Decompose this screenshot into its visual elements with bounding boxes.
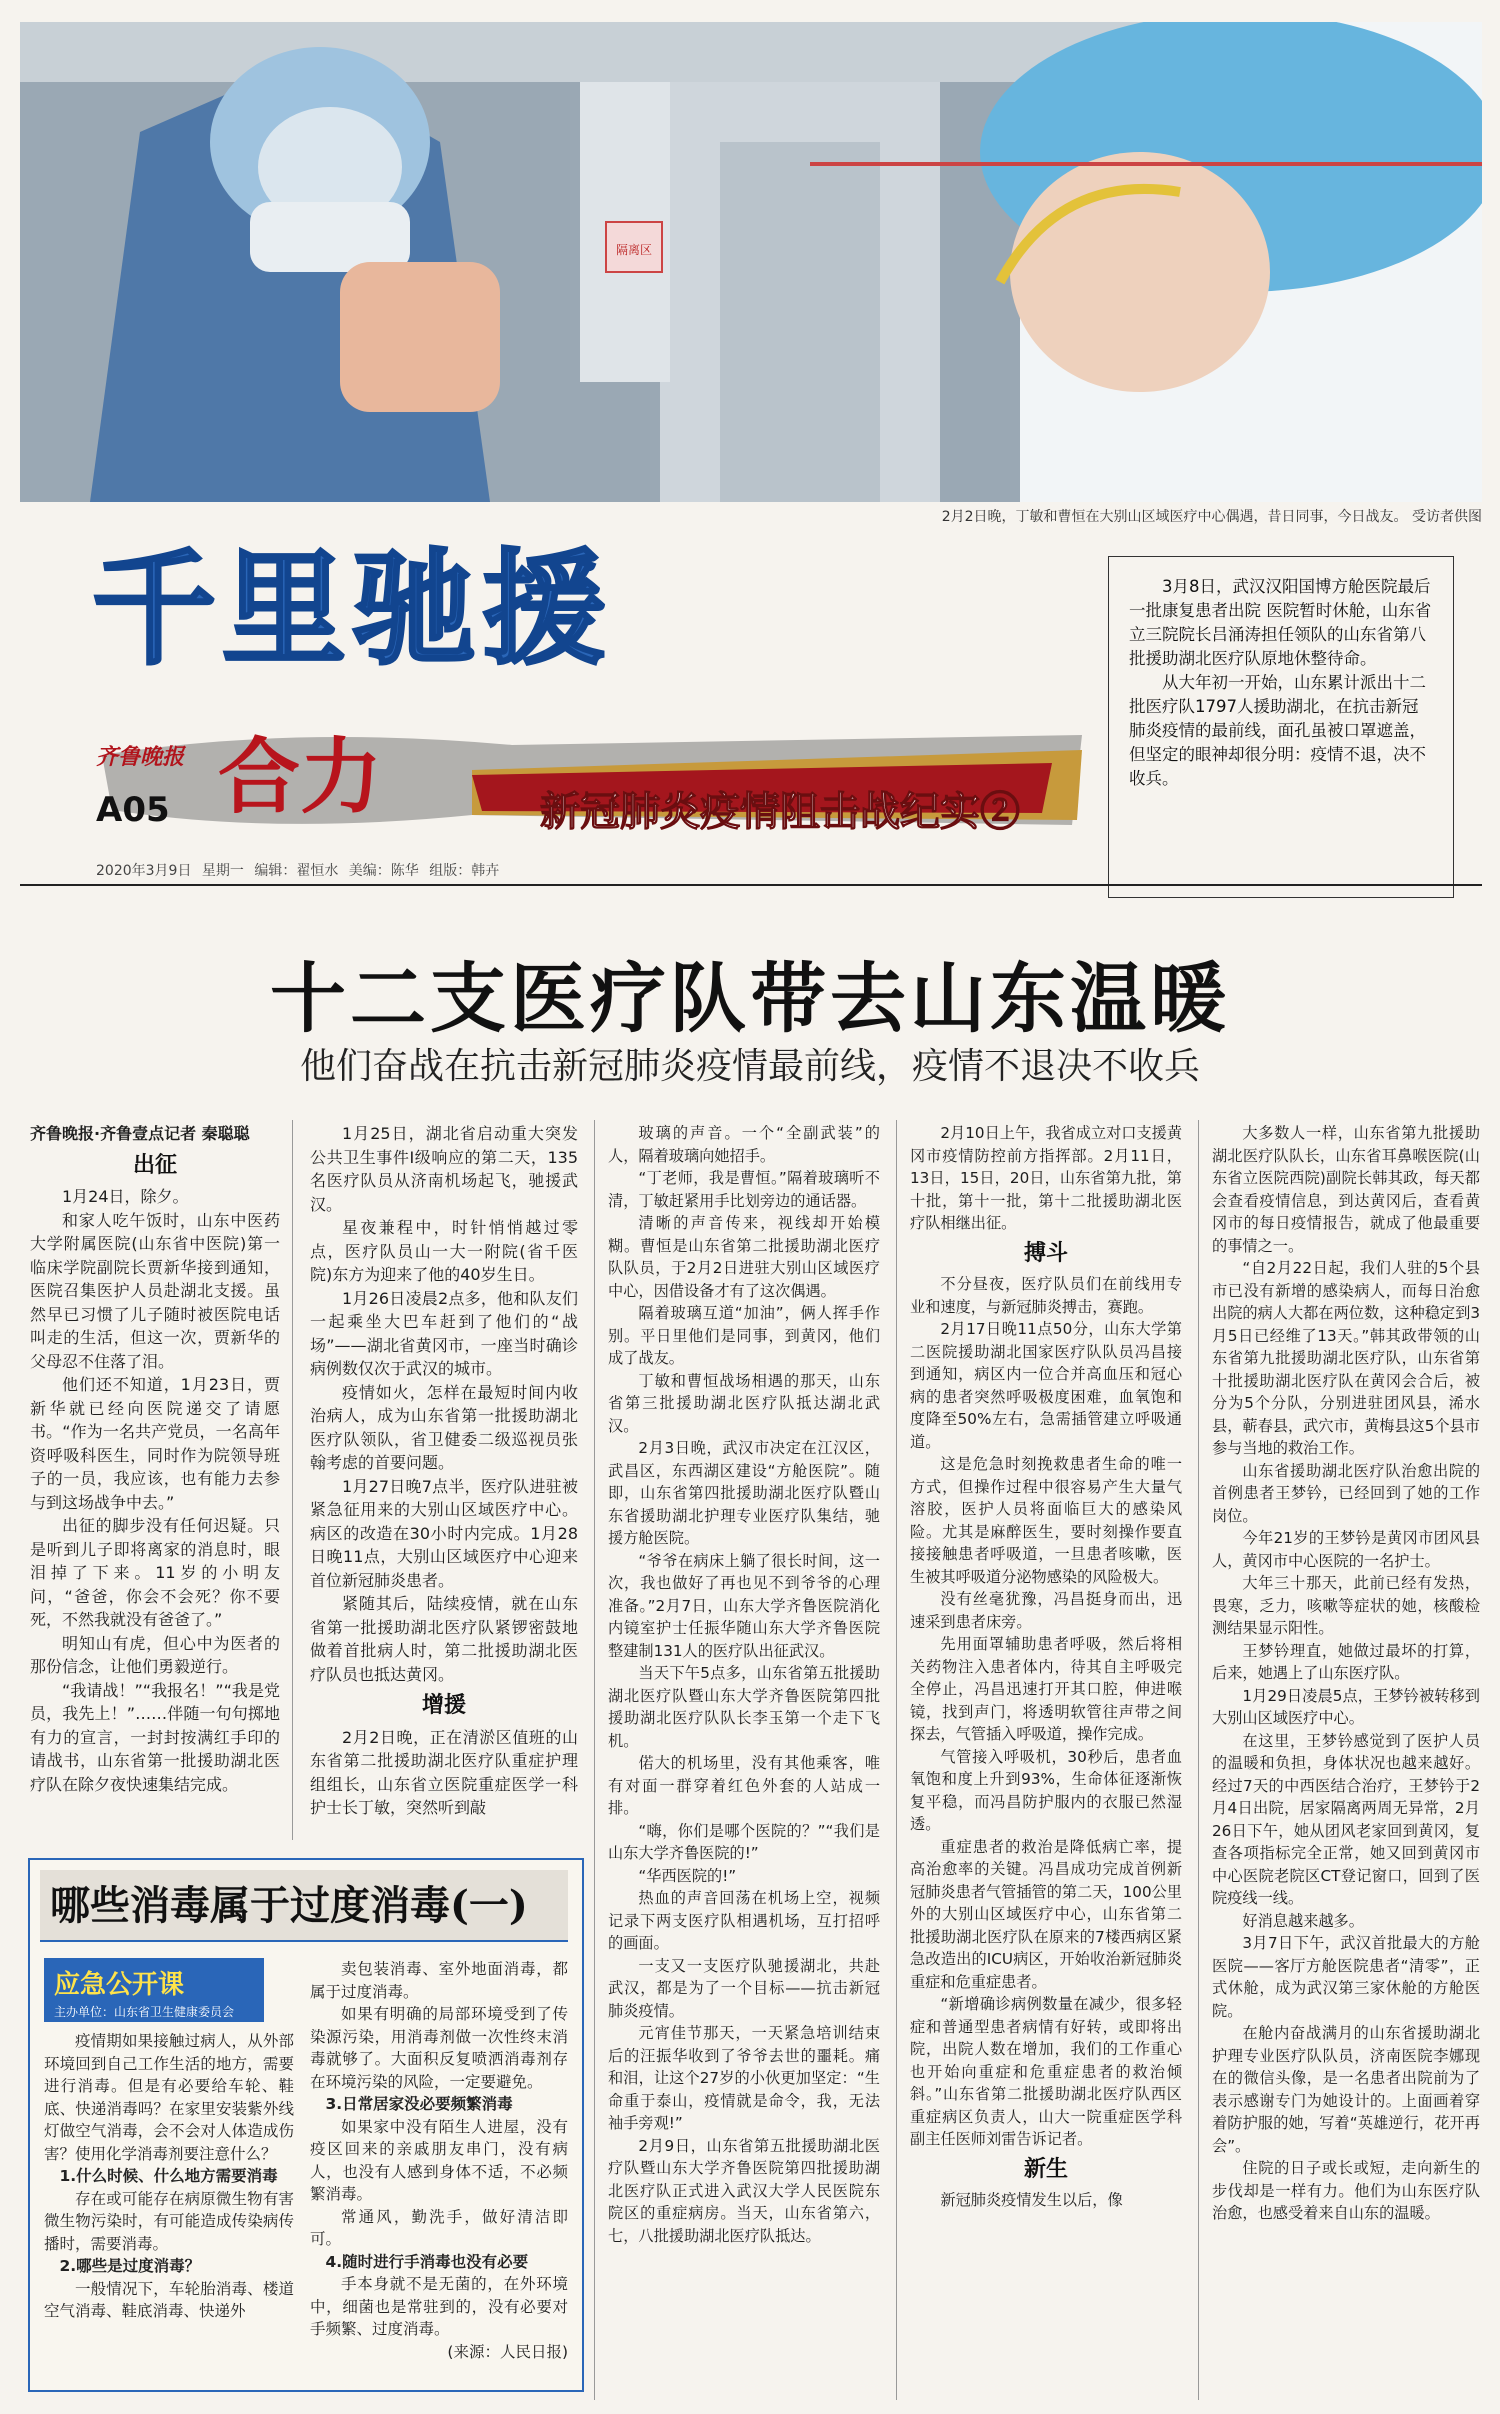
paragraph: 1月27日晚7点半，医疗队进驻被紧急征用来的大别山区域医疗中心。病区的改造在30小时内完成。1月28日晚11点，大别山区域医疗中心迎来首位新冠肺炎患者。 [310, 1476, 578, 1590]
paragraph: 大多数人一样，山东省第九批援助湖北医疗队队长，山东省耳鼻喉医院(山东省立医院西院)副院长韩其政，每天都会查看疫情信息，到达黄冈后，查看黄冈市的每日疫情报告，就成了他最重要的事情之一。 [1212, 1124, 1480, 1255]
paragraph: 常通风，勤洗手，做好清洁即可。 [310, 2207, 568, 2248]
article-column-4 [910, 1122, 1182, 2212]
paragraph: 紧随其后，陆续疫情，就在山东省第一批援助湖北医疗队紧锣密鼓地做着首批病人时，第二批援助湖北医疗队员也抵达黄冈。 [310, 1594, 578, 1684]
column-divider [896, 1120, 897, 2400]
intro-p2: 从大年初一开始，山东累计派出十二批医疗队1797人援助湖北，在抗击新冠肺炎疫情的最前线，面孔虽被口罩遮盖，但坚定的眼神却很分明：疫情不退，决不收兵。 [1129, 673, 1426, 788]
paragraph: 和家人吃午饭时，山东中医药大学附属医院(山东省中医院)第一临床学院副院长贾新华接到通知，医院召集医护人员赴湖北支援。虽然早已习惯了儿子随时被医院电话叫走的生活，但这一次，贾新华的父母忍不住落了泪。 [30, 1210, 280, 1371]
paragraph: 明知山有虎，但心中为医者的那份信念，让他们勇毅逆行。 [30, 1633, 280, 1676]
paragraph: 他们还不知道，1月23日，贾新华就已经向医院递交了请愿书。“作为一名共产党员，一名高年资呼吸科医生，同时作为院领导班子的一员，我应该，也有能力去参与到这场战争中去。” [30, 1375, 280, 1512]
byline: 齐鲁晚报·齐鲁壹点记者 秦聪聪 [30, 1124, 250, 1143]
paragraph: 没有丝毫犹豫，冯昌挺身而出，迅速采到患者床旁。 [910, 1590, 1182, 1631]
paragraph: 2月17日晚11点50分，山东大学第二医院援助湖北国家医疗队队员冯昌接到通知，病区内一位合并高血压和冠心病的患者突然呼吸极度困难，血氧饱和度降至50%左右，急需插管建立呼吸通道。 [910, 1320, 1182, 1451]
paragraph: 不分昼夜，医疗队员们在前线用专业和速度，与新冠肺炎搏击，赛跑。 [910, 1275, 1182, 1316]
article-column-1 [30, 1122, 280, 1796]
paragraph: 王梦钤理直，她做过最坏的打算，后来，她遇上了山东医疗队。 [1212, 1641, 1480, 1682]
disinfection-column-2 [310, 1958, 568, 2363]
section-heading-zengyuan: 增援 [421, 1693, 466, 1718]
paragraph: 2月3日晚，武汉市决定在江汉区，武昌区，东西湖区建设“方舱医院”。随即，山东省第四批援助湖北医疗队暨山东省援助湖北护理专业医疗队集结，驰援方舱医院。 [608, 1439, 880, 1547]
column-divider [292, 1120, 293, 1840]
subheading: 2.哪些是过度消毒？ [59, 2257, 201, 2275]
paragraph: “我请战！”“我报名！”“我是党员，我先上！”……伴随一句句掷地有力的宣言，一封封按满红手印的请战书，山东省第一批援助湖北医疗队在除夕夜快速集结完成。 [30, 1680, 280, 1794]
paragraph: 先用面罩辅助患者呼吸，然后将相关药物注入患者体内，待其自主呼吸完全停止，冯昌迅速打开其口腔，伸进喉镜，找到声门，将透明软管往声带之间探去，气管插入呼吸道，操作完成。 [910, 1635, 1182, 1743]
series-title: 新冠肺炎疫情阻击战纪实② [540, 788, 1020, 835]
subheading: 1.什么时候、什么地方需要消毒 [59, 2167, 278, 2185]
paragraph: 山东省援助湖北医疗队治愈出院的首例患者王梦钤，已经回到了她的工作岗位。 [1212, 1461, 1480, 1525]
series-emblem: 合力 [218, 729, 383, 825]
intro-p1: 3月8日，武汉汉阳国博方舱医院最后一批康复患者出院 医院暂时休舱，山东省立三院院长吕涌涛担任领队的山东省第八批援助湖北医疗队原地休整待命。 [1129, 577, 1432, 668]
newspaper-brand: 齐鲁晚报 [96, 744, 185, 770]
paragraph: 气管接入呼吸机，30秒后，患者血氧饱和度上升到93%，生命体征逐渐恢复平稳，而冯昌防护服内的衣服已然湿透。 [910, 1747, 1182, 1833]
paragraph: 好消息越来越多。 [1242, 1911, 1364, 1930]
paragraph: 如果家中没有陌生人进屋，没有疫区回来的亲戚朋友串门，没有病人，也没有人感到身体不适，不必频繁消毒。 [310, 2117, 568, 2203]
paragraph: “自2月22日起，我们人驻的5个县市已没有新增的感染病人，而每日治愈出院的病人大都在两位数，这种稳定到3月5日已经维了13天。”韩其政带领的山东省第九批援助湖北医疗队，山东省第十批援助湖北医疗队在黄冈会合后，被分为5个分队，分别进驻团风县，浠水县，蕲春县，武穴市，黄梅县这5个县市参与当地的救治工作。 [1212, 1259, 1480, 1457]
paragraph: 偌大的机场里，没有其他乘客，唯有对面一群穿着红色外套的人站成一排。 [608, 1754, 880, 1817]
section-heading-bodou: 搏斗 [1023, 1240, 1068, 1266]
source-note: (来源：人民日报) [447, 2342, 568, 2361]
paragraph: “华西医院的!” [638, 1866, 737, 1885]
paragraph: 2月9日，山东省第五批援助湖北医疗队暨山东大学齐鲁医院第四批援助湖北医疗队正式进入武汉大学人民医院东院区的重症病房。当天，山东省第六，七，八批援助湖北医疗队抵达。 [608, 2136, 880, 2245]
paragraph: “新增确诊病例数量在减少，很多轻症和普通型患者病情有好转，或即将出院，出院人数在增加，我们的工作重心也开始向重症和危重症患者的救治倾斜。”山东省第二批援助湖北医疗队西区重症病区负责人，山大一院重症医学科副主任医师刘雷告诉记者。 [910, 1995, 1182, 2148]
main-headline: 十二支医疗队带去山东温暖 [270, 954, 1230, 1043]
paragraph: 重症患者的救治是降低病亡率，提高治愈率的关键。冯昌成功完成首例新冠肺炎患者气管插管的第二天，100公里外的大别山区域医疗中心，山东省第二批援助湖北医疗队在原来的7楼西病区紧急改造出的ICU病区，开始收治新冠肺炎重症和危重症患者。 [910, 1837, 1182, 1991]
paragraph: 热血的声音回荡在机场上空，视频记录下两支医疗队相遇机场，互打招呼的画面。 [608, 1889, 880, 1952]
article-column-5 [1212, 1122, 1480, 2225]
paragraph: 1月25日，湖北省启动重大突发公共卫生事件Ⅰ级响应的第二天，135名医疗队员从济南机场起飞，驰援武汉。 [310, 1124, 578, 1214]
section-heading-xinsheng: 新生 [1023, 2156, 1068, 2182]
paragraph: 2月10日上午，我省成立对口支援黄冈市疫情防控前方指挥部。2月11日，13日，15日，20日，山东省第九批，第十批，第十一批，第十二批援助湖北医疗队相继出征。 [910, 1124, 1183, 1232]
sub-headline: 他们奋战在抗击新冠肺炎疫情最前线，疫情不退决不收兵 [299, 1046, 1200, 1087]
intro-box [1108, 556, 1454, 898]
paragraph: 元宵佳节那天，一天紧急培训结束后的汪振华收到了爷爷去世的噩耗。痛和泪，让这个27岁的小伙更加坚定：“生命重于泰山，疫情就是命令，我，无法袖手旁观!” [608, 2024, 880, 2132]
photo-caption: 2月2日晚，丁敏和曹恒在大别山区域医疗中心偶遇，昔日同事，今日战友。 受访者供图 [941, 509, 1482, 525]
article-column-2 [310, 1122, 578, 1820]
paragraph: 卖包装消毒、室外地面消毒，都属于过度消毒。 [310, 1960, 568, 2001]
paragraph: 清晰的声音传来，视线却开始模糊。曹恒是山东省第二批援助湖北医疗队队员，于2月2日进驻大别山区域医疗中心，因借设备才有了这次偶遇。 [608, 1214, 880, 1300]
paragraph: 1月29日凌晨5点，王梦钤被转移到大别山区域医疗中心。 [1212, 1686, 1480, 1727]
disinfection-title: 哪些消毒属于过度消毒(一) [40, 1870, 568, 1942]
paragraph: 3月7日下午，武汉首批最大的方舱医院——客厅方舱医院患者“清零”，正式休舱，成为武汉第三家休舱的方舱医院。 [1212, 1934, 1480, 2020]
paragraph: 存在或可能存在病原微生物有害微生物污染时，有可能造成传染病传播时，需要消毒。 [44, 2189, 294, 2253]
paragraph: 丁敏和曹恒战场相遇的那天，山东省第三批援助湖北医疗队抵达湖北武汉。 [608, 1371, 880, 1435]
public-class-badge [44, 1958, 264, 2022]
paragraph: 疫情期如果接触过病人，从外部环境回到自己工作生活的地方，需要进行消毒。但是有必要给车轮、鞋底、快递消毒吗？在家里安装紫外线灯做空气消毒，会不会对人体造成伤害？使用化学消毒剂要注意什么？ [44, 2032, 294, 2163]
paragraph: 1月26日凌晨2点多，他和队友们一起乘坐大巴车赶到了他们的“战场”——湖北省黄冈市，一座当时确诊病例数仅次于武汉的城市。 [310, 1288, 578, 1378]
subheading: 4.随时进行手消毒也没有必要 [325, 2252, 529, 2271]
divider [20, 884, 1482, 886]
paragraph: 一支又一支医疗队驰援湖北，共赴武汉，都是为了一个目标——抗击新冠肺炎疫情。 [608, 1956, 880, 2020]
subheading: 3.日常居家没必要频繁消毒 [325, 2095, 513, 2113]
paragraph: 新冠肺炎疫情发生以后，像 [940, 2191, 1123, 2209]
paragraph: 星夜兼程中，时针悄悄越过零点，医疗队员山一大一附院(省千医院)东方为迎来了他的40岁生日。 [310, 1218, 578, 1284]
paragraph: 大年三十那天，此前已经有发热，畏寒，乏力，咳嗽等症状的她，核酸检测结果显示阳性。 [1212, 1574, 1480, 1637]
paragraph: 住院的日子或长或短，走向新生的步伐却是一样有力。他们为山东医疗队治愈，也感受着来自山东的温暖。 [1212, 2159, 1480, 2222]
issue-meta: 2020年3月9日 星期一 编辑：翟恒水 美编：陈华 组版：韩卉 [96, 863, 500, 879]
paragraph: “丁老师，我是曹恒。”隔着玻璃听不清，丁敏赶紧用手比划旁边的通话器。 [608, 1169, 880, 1210]
paragraph: 手本身就不是无菌的，在外环境中，细菌也是常驻到的，没有必要对手频繁、过度消毒。 [310, 2275, 568, 2338]
paragraph: 疫情如火，怎样在最短时间内收治病人，成为山东省第一批援助湖北医疗队领队，省卫健委二级巡视员张翰考虑的首要问题。 [310, 1382, 578, 1472]
paragraph: 如果有明确的局部环境受到了传染源污染，用消毒剂做一次性终末消毒就够了。大面积反复喷洒消毒剂存在环境污染的风险，一定要避免。 [310, 2005, 568, 2091]
section-title: 千里驰援 [92, 538, 613, 682]
paragraph: 隔着玻璃互道“加油”，俩人挥手作别。平日里他们是同事，到黄冈，他们成了战友。 [608, 1304, 880, 1367]
paragraph: 1月24日，除夕。 [62, 1187, 189, 1206]
column-divider [594, 1120, 595, 2400]
photo-sign: 隔离区 [615, 243, 653, 257]
paragraph: 这是危急时刻挽救患者生命的唯一方式，但操作过程中很容易产生大量气溶胶，医护人员将面临巨大的感染风险。尤其是麻醉医生，要时刻操作要直接接触患者呼吸道，一旦患者咳嗽，医生被其呼吸道分泌物感染的风险极大。 [910, 1455, 1182, 1586]
badge-sponsor: 主办单位：山东省卫生健康委员会 [54, 2005, 235, 2019]
paragraph: 出征的脚步没有任何迟疑。只是听到儿子即将离家的消息时，眼泪掉了下来。11岁的小明友问，“爸爸，你会不会死？你不要死，不然我就没有爸爸了。” [30, 1516, 280, 1629]
article-column-3 [608, 1122, 880, 2247]
paragraph: 在舱内奋战满月的山东省援助湖北护理专业医疗队队员，济南医院李娜现在的微信头像，是一名患者出院前为了表示感谢专门为她设计的。上面画着穿着防护服的她，写着“英雄逆行，花开再会”。 [1212, 2024, 1480, 2155]
paragraph: 玻璃的声音。一个“全副武装”的人，隔着玻璃向她招手。 [608, 1124, 880, 1165]
column-divider [1198, 1120, 1199, 2400]
badge-title: 应急公开课 [54, 1970, 185, 2000]
hero-photo [20, 22, 1482, 502]
page-number: A05 [96, 790, 170, 830]
paragraph: “爷爷在病床上躺了很长时间，这一次，我也做好了再也见不到爷爷的心理准备。”2月7日，山东大学齐鲁医院消化内镜室护士任振华随山东大学齐鲁医院整建制131人的医疗队出征武汉。 [608, 1551, 880, 1660]
paragraph: 2月2日晚，正在清淤区值班的山东省第二批援助湖北医疗队重症护理组组长，山东省立医院重症医学一科护士长丁敏，突然听到敲 [310, 1727, 578, 1817]
paragraph: 今年21岁的王梦钤是黄冈市团风县人，黄冈市中心医院的一名护士。 [1212, 1529, 1480, 1570]
section-heading-chuzheng: 出征 [132, 1152, 177, 1178]
disinfection-column-1 [44, 2030, 294, 2323]
paragraph: “嗨，你们是哪个医院的？”“我们是山东大学齐鲁医院的!” [608, 1821, 880, 1862]
paragraph: 当天下午5点多，山东省第五批援助湖北医疗队暨山东大学齐鲁医院第四批援助湖北医疗队队长李玉第一个走下飞机。 [608, 1664, 880, 1750]
paragraph: 一般情况下，车轮胎消毒、楼道空气消毒、鞋底消毒、快递外 [44, 2279, 294, 2320]
paragraph: 在这里，王梦钤感觉到了医护人员的温暖和负担，身体状况也越来越好。经过7天的中西医结合治疗，王梦钤于2月4日出院，居家隔离两周无异常，2月26日下午，她从团风老家回到黄冈，复查各项指标完全正常，她又回到黄冈市中心医院老院区CT登记窗口，回到了医院疫线一线。 [1212, 1731, 1480, 1907]
